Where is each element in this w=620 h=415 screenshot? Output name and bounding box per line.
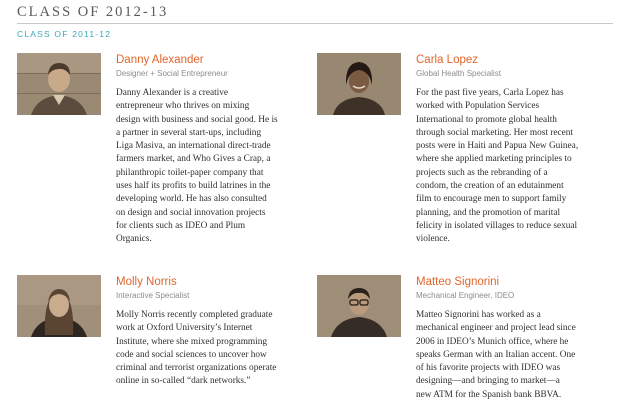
person-role: Global Health Specialist [416,69,501,78]
portrait-photo[interactable] [17,275,101,337]
bio-line: Molly Norris recently completed graduate [116,310,273,320]
bio-line: Organics. [116,234,152,245]
bio-line: planning, and the promotion of marital [416,207,561,218]
person-info [116,275,276,389]
portrait-photo[interactable] [317,275,401,337]
bio-line: of his favorite projects with IDEO was [416,363,561,374]
page-header [17,3,607,42]
bio-line: violence. [416,234,450,245]
bio-line: a partner in several start-ups, including [116,127,262,138]
bio-line: worked with Population Services [416,101,540,112]
bio-line: new ATM for the Spanish bank BBVA. [416,389,562,400]
bio-line: philanthropic toilet-paper company that [116,167,264,178]
person-name[interactable]: Carla Lopez [416,54,479,66]
previous-class-link[interactable]: CLASS OF 2011-12 [17,29,112,39]
bio-line: posts were in Haiti and Papua New Guinea, [416,141,579,152]
page-title: CLASS OF 2012-13 [17,4,169,20]
bio-line: designing—and bringing to market—a [416,376,560,387]
bio-line: projects such as the rebranding of a [416,167,548,178]
bio-line: speaks German with an Italian accent. One [416,349,576,360]
person-bio [416,309,576,402]
bio-line: criminal and terrorist organizations operate [116,363,277,374]
bio-line: design with business and social good. He is [116,114,278,125]
bio-line: mechanical engineer and project lead since [416,323,576,334]
person-name[interactable]: Matteo Signorini [416,276,500,288]
person-info [116,53,278,247]
person-bio [116,87,278,247]
person-role: Mechanical Engineer, IDEO [416,291,515,300]
bio-line: film to encourage men to support family [416,194,567,205]
bio-line: 2006 in IDEO’s Munich office, where he [416,336,569,347]
bio-line: entrepreneur who thrives on mixing [116,101,250,112]
bio-line: for clients such as IDEO and Plum [116,220,246,231]
bio-line: condom, the creation of an edutainment [416,181,564,192]
bio-line: For the past five years, Carla Lopez has [416,88,564,98]
bio-line: through social marketing. Her most recent [416,127,573,138]
bio-line: on design and social innovation projects [116,207,266,218]
person-role: Interactive Specialist [116,291,190,300]
bio-line: work at Oxford University’s Internet [116,323,253,334]
person-role: Designer + Social Entrepreneur [116,69,228,78]
bio-line: farmers market, and Who Gives a Crap, a [116,154,271,165]
person-bio [416,87,578,247]
portrait-photo[interactable] [17,53,101,115]
person-name[interactable]: Danny Alexander [116,54,204,66]
bio-line: Institute, where she mixed programming [116,336,268,347]
bio-line: uses half its profits to build latrines in the [116,181,271,192]
person-bio [116,309,276,389]
bio-line: where she applied marketing principles to [416,154,572,165]
bio-line: felicity in isolated villages to reduce sexual [416,220,578,231]
bio-line: online in so-called “dark networks.” [116,376,251,387]
person-info [416,53,578,247]
bio-line: Matteo Signorini has worked as a [416,310,541,320]
bio-line: code and social sciences to uncover how [116,349,267,360]
header-divider [17,23,613,24]
bio-line: developing world. He has also consulted [116,194,267,205]
person-info [416,275,576,402]
bio-line: International to promote global health [416,114,557,125]
portrait-photo[interactable] [317,53,401,115]
person-name[interactable]: Molly Norris [116,276,177,288]
bio-line: Danny Alexander is a creative [116,88,229,98]
bio-line: Liga Masiva, an international direct-trade [116,141,271,152]
